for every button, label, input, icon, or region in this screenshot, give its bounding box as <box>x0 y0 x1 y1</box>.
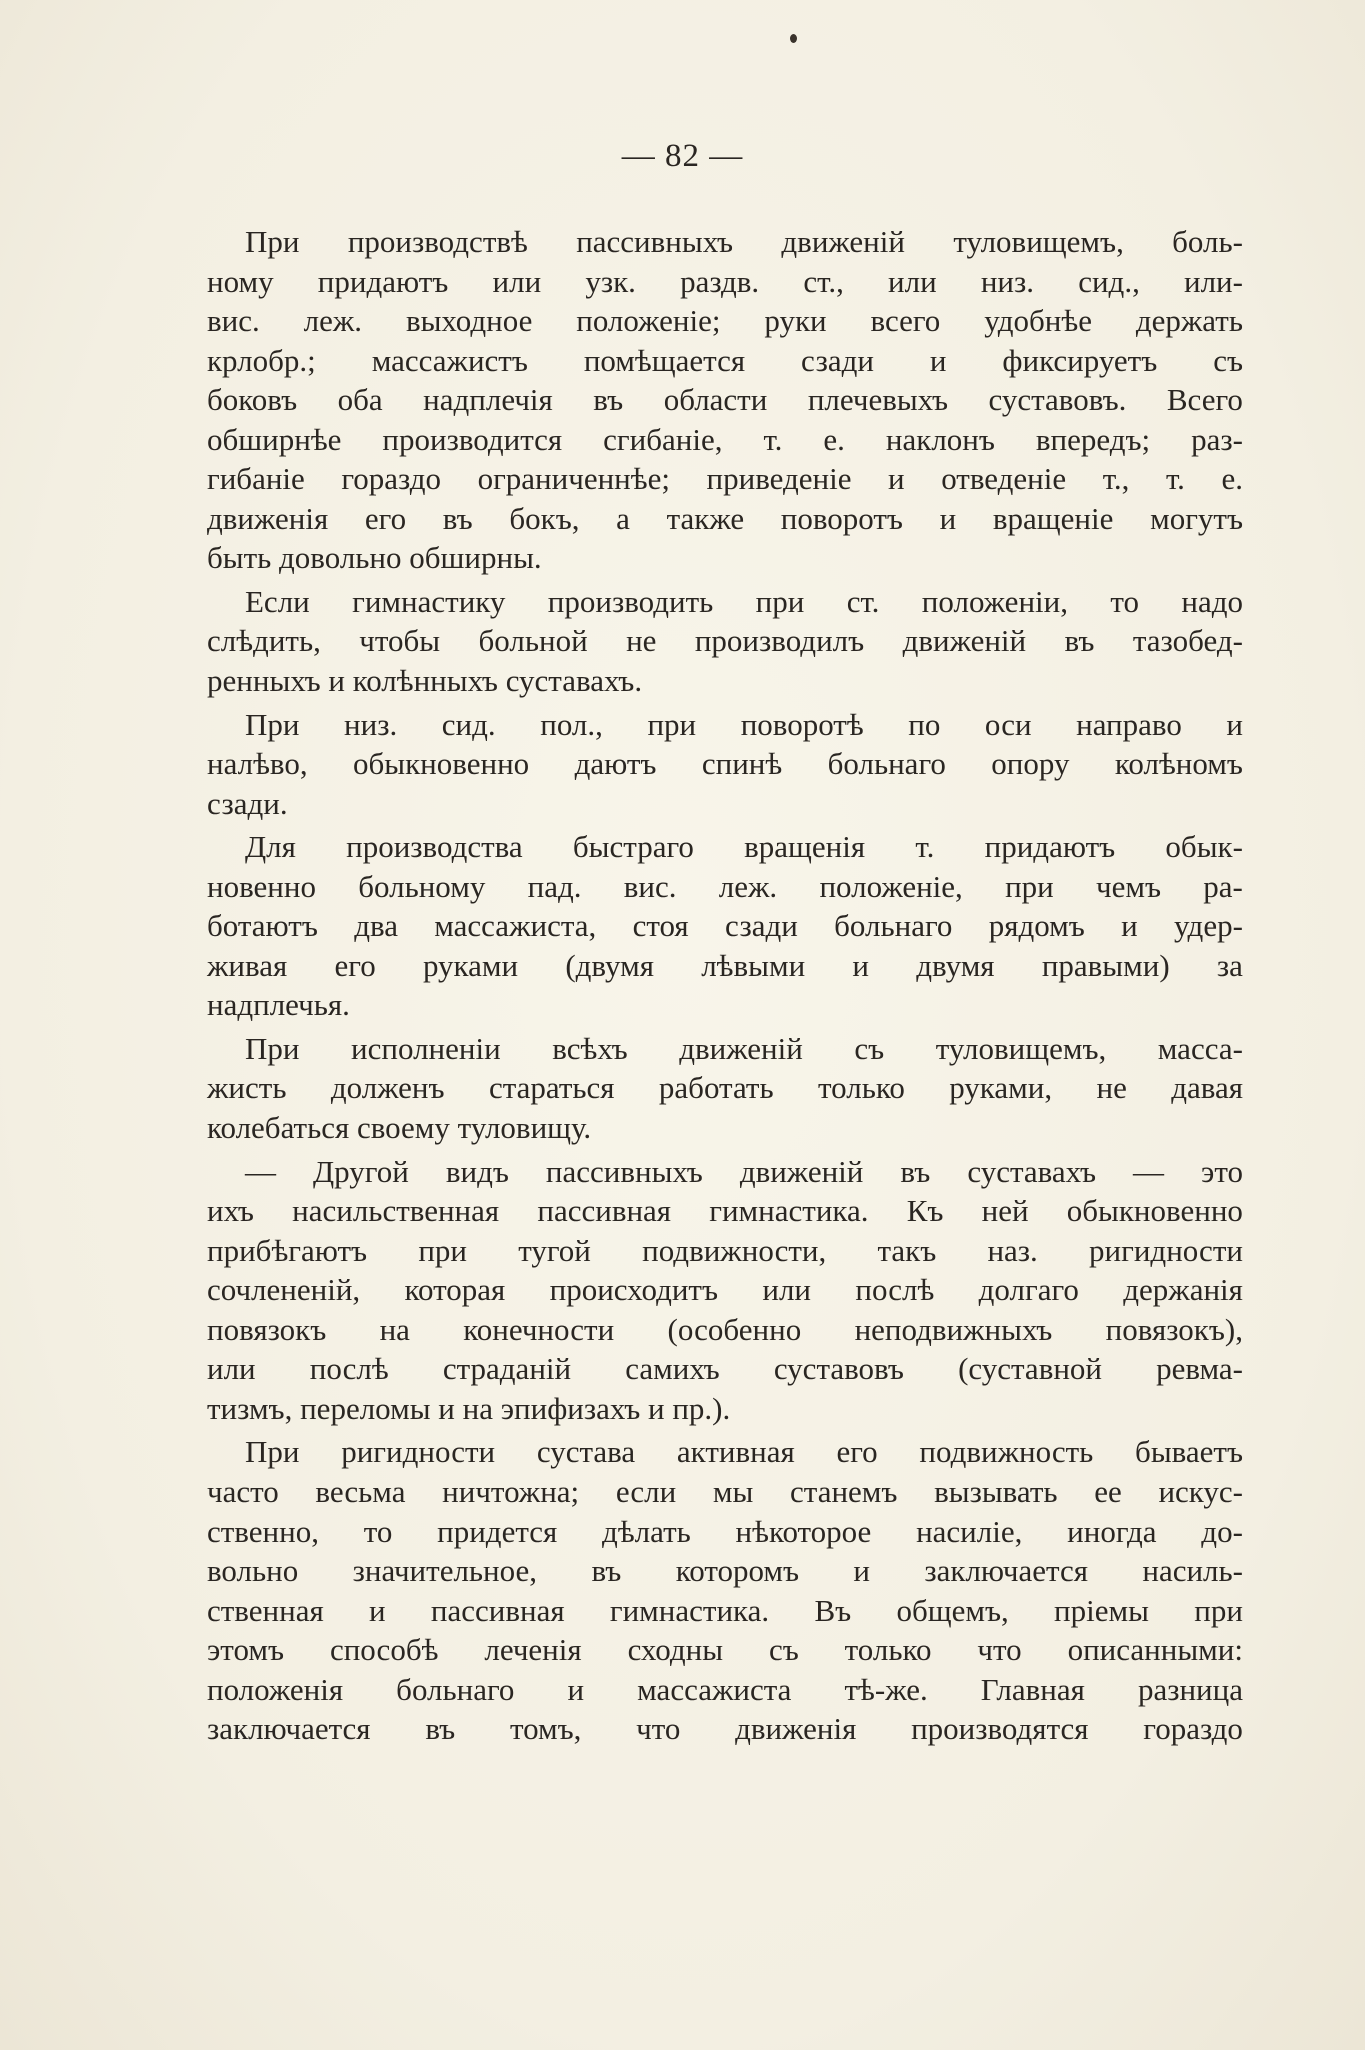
text-line: этомъ способѣ леченiя сходны съ только что описанными: <box>207 1632 1243 1668</box>
text-line: заключается въ томъ, что движенiя производятся гораздо <box>207 1711 1243 1747</box>
text-line: ренныхъ и колѣнныхъ суставахъ. <box>207 663 643 699</box>
text-line: крлобр.; массажистъ помѣщается сзади и фиксируетъ съ <box>207 342 1243 378</box>
paragraph <box>207 1432 1243 1748</box>
text-line: быть довольно обширны. <box>207 540 542 576</box>
paragraph <box>207 827 1243 1025</box>
text-line: При производствѣ пассивныхъ движенiй туловищемъ, боль- <box>245 224 1243 259</box>
text-line: движенiя его въ бокъ, а также поворотъ и вращенiе могутъ <box>207 500 1243 536</box>
text-line: тизмъ, переломы и на эпифизахъ и пр.). <box>207 1390 731 1426</box>
text-line: Для производства быстраго вращенiя т. придаютъ обык- <box>245 829 1243 865</box>
page-number: — 82 — <box>621 138 744 174</box>
text-line: жисть долженъ стараться работать только руками, не давая <box>207 1070 1243 1106</box>
text-line: живая его руками (двумя лѣвыми и двумя правыми) за <box>207 947 1243 983</box>
text-line: новенно больному пад. вис. леж. положенiе, при чемъ ра- <box>207 868 1243 904</box>
paragraph <box>207 1152 1243 1429</box>
text-line: ственно, то придется дѣлать нѣкоторое насилiе, иногда до- <box>207 1513 1243 1549</box>
paragraph <box>207 705 1243 824</box>
text-line: При низ. сид. пол., при поворотѣ по оси направо и <box>245 706 1243 742</box>
text-line: ботаютъ два массажиста, стоя сзади больнаго рядомъ и удер- <box>207 908 1243 944</box>
text-line: колебаться своему туловищу. <box>207 1110 592 1146</box>
text-line: При ригидности сустава активная его подвижность бываетъ <box>245 1434 1243 1470</box>
text-line: ихъ насильственная пассивная гимнастика. Къ ней обыкновенно <box>207 1193 1243 1229</box>
paragraph <box>207 1029 1243 1148</box>
text-line: вольно значительное, въ которомъ и заключается насиль- <box>207 1553 1243 1589</box>
text-line: обширнѣе производится сгибанiе, т. е. наклонъ впередъ; раз- <box>207 421 1243 457</box>
text-line: — Другой видъ пассивныхъ движенiй въ суставахъ — это <box>245 1153 1243 1189</box>
text-line: налѣво, обыкновенно даютъ спинѣ больнаго опору колѣномъ <box>207 746 1243 782</box>
body-text <box>207 222 1243 1749</box>
text-line: гибанiе гораздо ограниченнѣе; приведенiе и отведенiе т., т. е. <box>207 461 1243 497</box>
text-line: Если гимнастику производить при ст. положенiи, то надо <box>245 583 1243 619</box>
text-line: надплечья. <box>207 987 350 1023</box>
text-line: слѣдить, чтобы больной не производилъ движенiй въ тазобед- <box>207 623 1243 659</box>
text-line: вис. леж. выходное положенiе; руки всего удобнѣе держать <box>207 303 1243 339</box>
text-line: ственная и пассивная гимнастика. Въ общемъ, прiемы при <box>207 1592 1243 1628</box>
paragraph <box>207 582 1243 701</box>
ink-speck <box>790 34 797 43</box>
text-line: часто весьма ничтожна; если мы станемъ вызывать ее искус- <box>207 1473 1243 1509</box>
text-line: или послѣ страданiй самихъ суставовъ (суставной ревма- <box>207 1351 1243 1387</box>
text-line: боковъ оба надплечiя въ области плечевыхъ суставовъ. Всего <box>207 382 1243 418</box>
text-line: прибѣгаютъ при тугой подвижности, такъ наз. ригидности <box>207 1232 1243 1268</box>
text-line: положенiя больнаго и массажиста тѣ-же. Главная разница <box>207 1671 1243 1707</box>
paragraph <box>207 222 1243 578</box>
text-line: повязокъ на конечности (особенно неподвижныхъ повязокъ), <box>207 1311 1243 1347</box>
text-line: ному придаютъ или узк. раздв. ст., или низ. сид., или- <box>207 263 1243 299</box>
text-line: При исполненiи всѣхъ движенiй съ туловищемъ, масса- <box>245 1030 1243 1066</box>
text-line: сочлененiй, которая происходитъ или послѣ долгаго держанiя <box>207 1272 1243 1308</box>
text-line: сзади. <box>207 785 288 821</box>
